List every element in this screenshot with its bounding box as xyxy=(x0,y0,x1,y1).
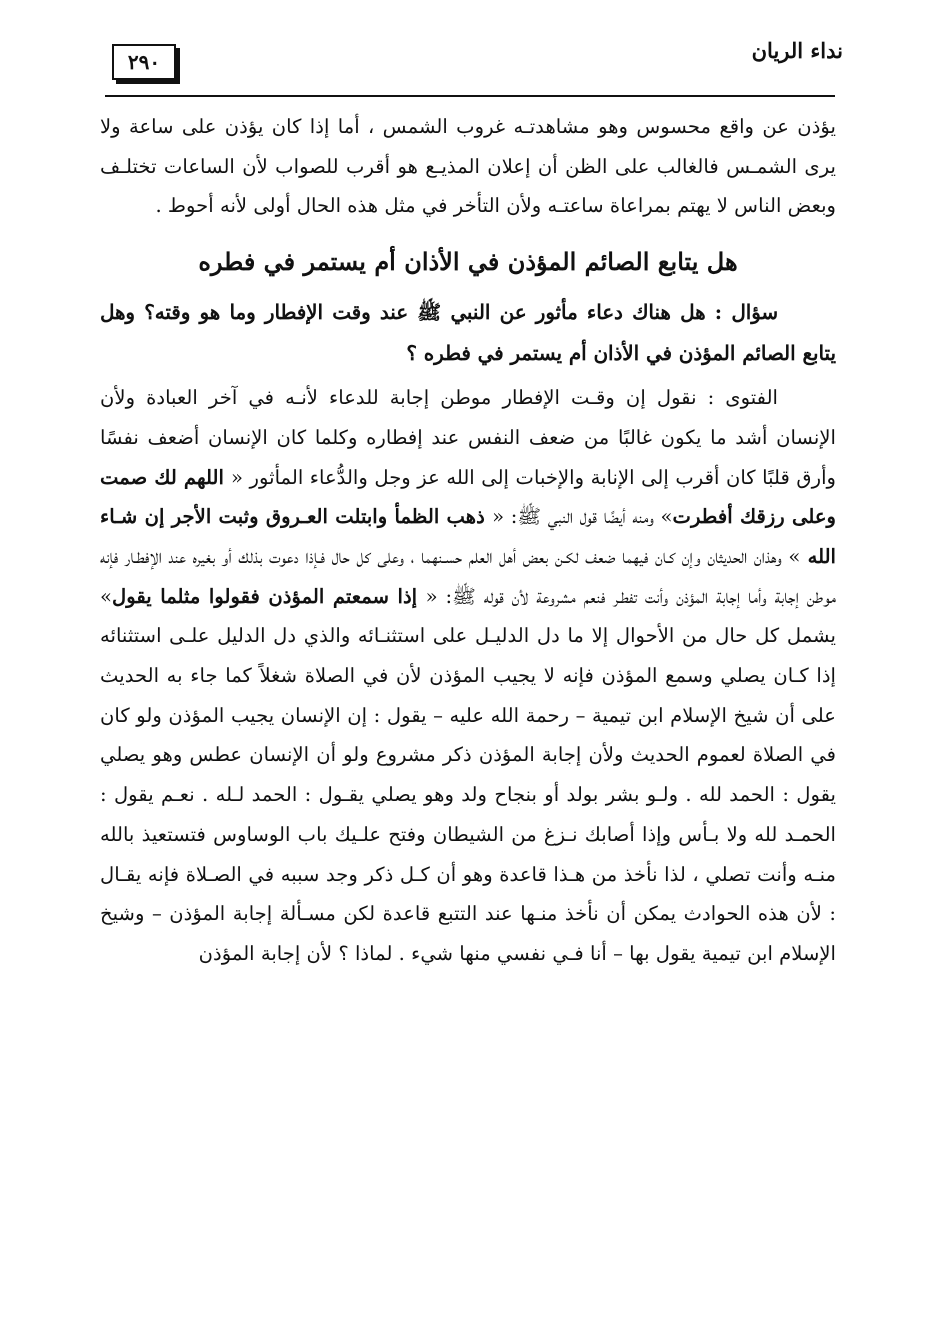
section-heading: هل يتابع الصائم المؤذن في الأذان أم يستمر في فطره xyxy=(198,247,738,277)
page-number: ٢٩٠ xyxy=(112,44,176,80)
fatwa-text-1: الفتوى : نقول إن وقـت الإفطار موطن إجابة للدعاء لأنـه في آخر العبادة ولأن الإنسان أشد ما يكون غالبًا من ضعف النفس عند إفطاره وكلما كان الإنسان أضعف نفسًا وأرق قلبًا كان أقرب إلى الإنابة والإخبات إلى الله عز وجل والدُّعاء المأثور « xyxy=(100,386,836,489)
hadith-quote-2: ذهب الظمأ وابتلت العـروق وثبت الأجر إن شـاء الله xyxy=(100,505,837,568)
page-content xyxy=(100,107,836,974)
fatwa-text-2: » ومنه أيضًا قول النبي ﷺ: « xyxy=(492,505,673,529)
fatwa-paragraph xyxy=(100,378,836,974)
question-paragraph: سؤال : هل هناك دعاء مأثور عن النبي ﷺ عند وقت الإفطار وما هو وقته؟ وهل يتابع الصائم المؤذن في الأذان أم يستمر في فطره ؟ xyxy=(100,300,836,366)
hadith-quote-1: اللهم لك صمت وعلى رزقك أفطرت xyxy=(100,465,837,529)
header-divider xyxy=(105,95,835,97)
intro-paragraph: يؤذن عن واقع محسوس وهو مشاهدتـه غروب الشمس ، أما إذا كان يؤذن على ساعة ولا يرى الشمـس فالغالب على الظن أن إعلان المذيـع هو أقرب للصواب لأن الساعات تختلـف وبعض الناس لا يهتم بمراعاة ساعتـه ولأن التأخر في مثل هذه الحال أولى لأنه أحوط . xyxy=(100,115,836,218)
hadith-quote-3: إذا سمعتم المؤذن فقولوا مثلما يقول xyxy=(112,584,426,608)
fatwa-text-4: » يشمل كل حال من الأحوال إلا ما دل الدليـل على استثنـائه والذي دل الدليل علـى استثنائه إذا كـان يصلي وسمع المؤذن فإنه لا يجيب المؤذن لأن في الصلاة شغلاً كما جاء به الحديث على أن شيخ الإسلام ابن تيمية – رحمة الله عليه – يقول : إن الإنسان يجيب المؤذن ولو كان في الصلاة لعموم الحديث ولأن إجابة المؤذن ذكر مشروع ولو أن الإنسان عطس وهو يصلي يقول : الحمد لله . ولـو بشر بولد أو بنجاح ولد وهو يصلي يقـول : الحمد لـله . نعـم يقول : الحمـد لله ولا بـأس وإذا أصابك نـزغ من الشيطان وفتح علـيك باب الوساوس فتستعيذ بالله منـه وأنت تصلي ، لذا نأخذ من هـذا قاعدة وهو أن كـل ذكر وجد سببه في الصـلاة فإنه يقـال : لأن هذه الحوادث يمكن أن نأخذ منـها عند التتبع قاعدة لكن مسـألة إجابة المؤذن – وشيخ الإسلام ابن تيمية يقول بها – أنا فـي نفسي منها شيء . لماذا ؟ لأن إجابة المؤذن xyxy=(100,584,836,965)
book-title: نداء الريان xyxy=(751,38,843,63)
fatwa-text-3: » وهذان الحديثان وإن كـان فيهما ضعف لكـن بعض أهل العلم حسـنهما ، وعلى كل حال فـإذا دعوت بذلك أو بغيره عند الإفطـار فإنه موطن إجابة وأما إجابة المؤذن وأنت تفطـر فنعم مشروعة لأن قوله ﷺ: « xyxy=(100,544,837,608)
page-header xyxy=(0,0,938,104)
